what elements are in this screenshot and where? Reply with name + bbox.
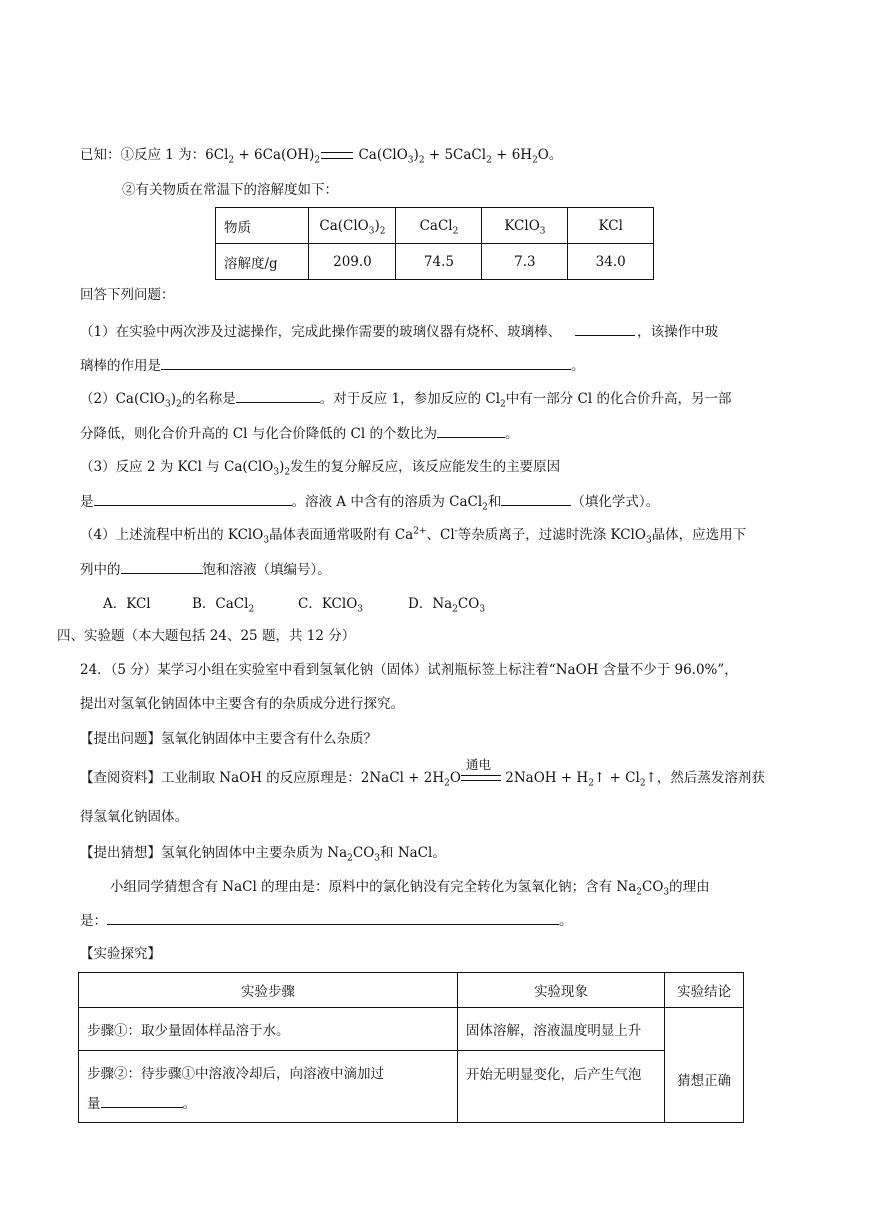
option-b: B．CaCl$_2$ bbox=[192, 596, 255, 615]
cell-value: 34.0 bbox=[568, 244, 654, 280]
q24-line-2: 提出对氢氧化钠固体中主要含有的杂质成分进行探究。 bbox=[80, 696, 404, 712]
step-2: 步骤②：待步骤①中溶液冷却后，向溶液中滴加过 量 。 bbox=[79, 1051, 458, 1123]
q24-reference: 【查阅资料】工业制取 NaOH 的反应原理是：2NaCl + $2H_2O$ 通电 2NaOH + $H_2↑$ + $Cl_2↑$，然后蒸发溶剂获 bbox=[80, 757, 765, 789]
question-4-line-2: 列中的 饱和溶液（填编号）。 bbox=[80, 559, 331, 580]
cell-kcl: KCl bbox=[568, 208, 654, 244]
equal-sign-bars bbox=[321, 152, 353, 159]
cell-kclo3: KClO$_3$ bbox=[482, 208, 568, 244]
question-2-line-1: $(2)Ca(ClO_3)_2$的名称是 。对于反应 1，参加反应的 $Cl_2$中有一部分 Cl 的化合价升高，另一部 bbox=[80, 388, 732, 409]
section-4-heading: 四、实验题（本大题包括 24、25 题，共 12 分） bbox=[57, 628, 356, 644]
header-steps: 实验步骤 bbox=[79, 973, 458, 1008]
q24-reason: 小组同学猜想含有 NaCl 的理由是：原料中的氯化钠没有完全转化为氢氧化钠；含有 $Na_2CO_3$的理由 bbox=[110, 879, 710, 898]
cell-solubility-label: 溶解度/g bbox=[216, 244, 309, 280]
solubility-table bbox=[215, 207, 654, 280]
q24-guess: 【提出猜想】氢氧化钠固体中主要杂质为 $Na_2CO_3$和 NaCl。 bbox=[80, 845, 446, 864]
experiment-table bbox=[78, 972, 744, 1123]
answer-blank[interactable] bbox=[107, 910, 559, 925]
option-d: D．$Na_2CO_3$ bbox=[408, 596, 486, 615]
q24-line-1: 24．（5 分）某学习小组在实验室中看到氢氧化钠（固体）试剂瓶标签上标注着“NaOH 含量不少于 96.0%”， bbox=[80, 662, 738, 678]
answer-blank[interactable] bbox=[575, 321, 635, 336]
question-4-line-1: （4）上述流程中析出的 KClO$_3$晶体表面通常吸附有 $Ca^{2+}$、Cl-等杂质离子，过滤时洗涤 KClO$_3$晶体，应选用下 bbox=[80, 526, 747, 546]
option-c: C．KClO$_3$ bbox=[298, 596, 364, 615]
electrolysis-condition: 通电 bbox=[461, 764, 501, 782]
answer-blank[interactable] bbox=[94, 491, 292, 506]
option-a: A．KCl bbox=[103, 596, 151, 612]
answer-heading: 回答下列问题： bbox=[80, 287, 175, 303]
q24-reference-line-2: 得氢氧化钠固体。 bbox=[80, 809, 188, 825]
q24-reason-line-2: 是： 。 bbox=[80, 910, 573, 931]
cell-value: 7.3 bbox=[482, 244, 568, 280]
phenomenon-2: 开始无明显变化，后产生气泡 bbox=[457, 1051, 664, 1123]
phenomenon-1: 固体溶解，溶液温度明显上升 bbox=[457, 1008, 664, 1051]
question-3-line-2: 是 。溶液 A 中含有的溶质为 CaCl$_2$和 （填化学式）。 bbox=[80, 491, 659, 512]
answer-blank[interactable] bbox=[161, 355, 571, 370]
cell-substance: 物质 bbox=[216, 208, 309, 244]
q24-experiment-tag: 【实验探究】 bbox=[80, 946, 161, 962]
answer-blank[interactable] bbox=[101, 1093, 183, 1108]
header-conclusion: 实验结论 bbox=[665, 973, 744, 1008]
known-solubility-intro: ②有关物质在常温下的溶解度如下： bbox=[122, 182, 338, 198]
cell-caclo3: $Ca(ClO_3)_2$ bbox=[309, 208, 396, 244]
conclusion-cell: 猜想正确 bbox=[665, 1008, 744, 1123]
known-reaction-1: 已知：①反应 1 为：$6Cl_2 + 6Ca(OH)_2$ $Ca(ClO_3)_2$ + 5CaCl$_2$ + $6H_2O$。 bbox=[80, 147, 563, 166]
cell-cacl2: CaCl$_2$ bbox=[396, 208, 482, 244]
step-1: 步骤①：取少量固体样品溶于水。 bbox=[79, 1008, 458, 1051]
answer-blank[interactable] bbox=[236, 388, 320, 403]
cell-value: 74.5 bbox=[396, 244, 482, 280]
cell-value: 209.0 bbox=[309, 244, 396, 280]
question-1-line-1: （1）在实验中两次涉及过滤操作，完成此操作需要的玻璃仪器有烧杯、玻璃棒、 ，该操作中玻 bbox=[80, 321, 718, 342]
answer-blank[interactable] bbox=[121, 559, 203, 574]
question-3-line-1: （3）反应 2 为 KCl 与 $Ca(ClO_3)_2$发生的复分解反应，该反应能发生的主要原因 bbox=[80, 459, 561, 478]
answer-blank[interactable] bbox=[437, 423, 505, 438]
header-phenomena: 实验现象 bbox=[457, 973, 664, 1008]
question-1-line-2: 璃棒的作用是 。 bbox=[80, 355, 585, 376]
question-2-line-2: 分降低，则化合价升高的 Cl 与化合价降低的 Cl 的个数比为 。 bbox=[80, 423, 518, 444]
q24-ask: 【提出问题】氢氧化钠固体中主要含有什么杂质？ bbox=[80, 731, 377, 747]
answer-blank[interactable] bbox=[501, 491, 571, 506]
